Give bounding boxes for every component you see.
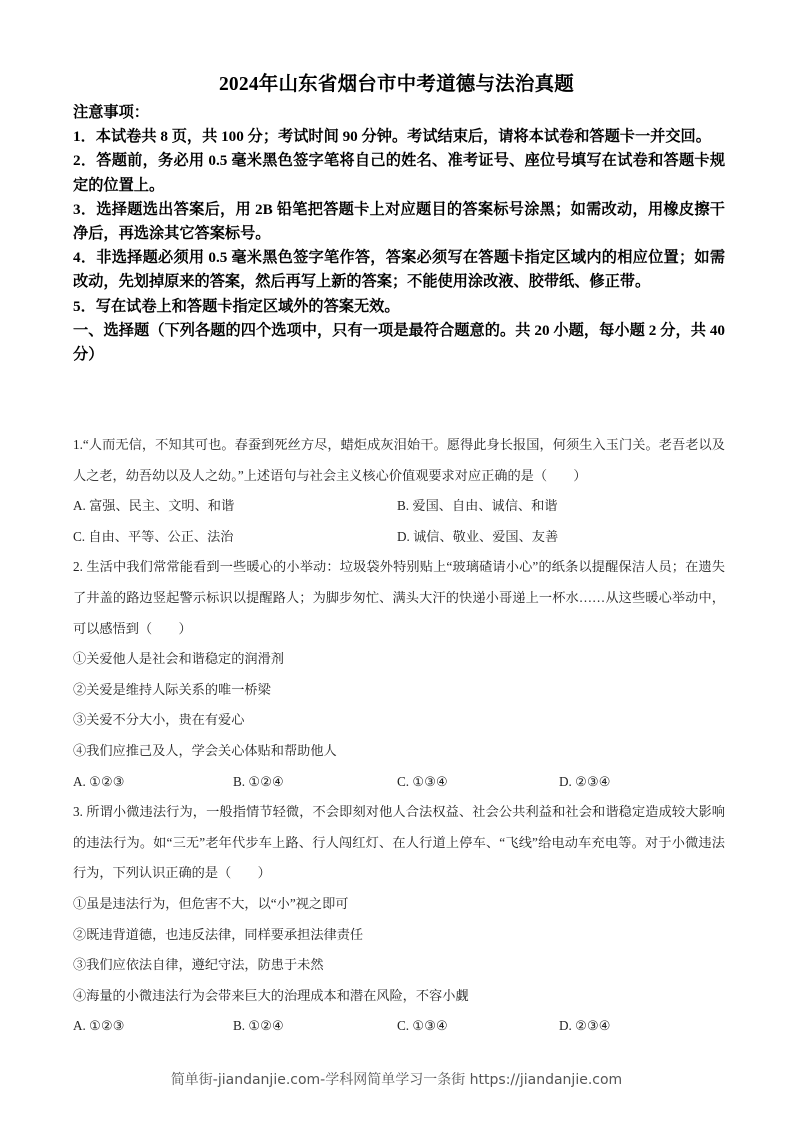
option-c: C. ①③④ xyxy=(397,1018,448,1034)
statement: ④我们应推己及人，学会关心体贴和帮助他人 xyxy=(73,742,337,758)
option-c: C. 自由、平等、公正、法治 xyxy=(73,528,234,544)
question-1 xyxy=(73,430,725,552)
notice-section xyxy=(73,101,725,367)
question-3 xyxy=(73,797,725,1042)
statement: ④海量的小微违法行为会带来巨大的治理成本和潜在风险，不容小觑 xyxy=(73,987,469,1003)
notice-item: 3．选择题选出答案后，用 2B 铅笔把答题卡上对应题目的答案标号涂黑；如需改动，用橡皮擦干净后，再选涂其它答案标号。 xyxy=(73,200,725,243)
option-a: A. ①②③ xyxy=(73,1018,125,1034)
statement: ②关爱是维持人际关系的唯一桥梁 xyxy=(73,681,271,697)
option-a: A. 富强、民主、文明、和谐 xyxy=(73,498,235,514)
statement: ②既违背道德，也违反法律，同样要承担法律责任 xyxy=(73,926,364,942)
footer-watermark: 简单街-jiandanjie.com-学科网简单学习一条街 https://jiandanjie.com xyxy=(170,1072,623,1088)
question-stem: 1.“人而无信，不知其可也。春蚕到死丝方尽，蜡炬成灰泪始干。愿得此身长报国，何须生入玉门关。老吾老以及人之老，幼吾幼以及人之幼。”上述语句与社会主义核心价值观要求对应正确的是（ ） xyxy=(73,437,725,483)
options-row xyxy=(73,491,725,522)
notice-heading: 注意事项： xyxy=(73,104,149,121)
notice-item: 5．写在试卷上和答题卡指定区域外的答案无效。 xyxy=(73,297,400,315)
options-row xyxy=(73,1011,725,1042)
option-b: B. ①②④ xyxy=(233,773,284,789)
option-d: D. 诚信、敬业、爱国、友善 xyxy=(397,528,559,544)
options-row xyxy=(73,767,725,798)
options-row xyxy=(73,522,725,553)
notice-item: 4．非选择题必须用 0.5 毫米黑色签字笔作答，答案必须写在答题卡指定区域内的相应位置；如需改动，先划掉原来的答案，然后再写上新的答案；不能使用涂改液、胶带纸、修正带。 xyxy=(73,249,725,291)
questions-section xyxy=(73,430,725,1042)
question-stem: 2. 生活中我们常常能看到一些暖心的小举动：垃圾袋外特别贴上“玻璃碴请小心”的纸条以提醒保洁人员；在遗失了井盖的路边竖起警示标识以提醒路人；为脚步匆忙、满头大汗的快递小哥递上一杯水……从这些暖心举动中，可以感悟到（ ） xyxy=(73,559,725,636)
statement: ③关爱不分大小，贵在有爱心 xyxy=(73,712,245,728)
statement: ①关爱他人是社会和谐稳定的润滑剂 xyxy=(73,651,284,667)
question-2 xyxy=(73,552,725,797)
notice-item: 1．本试卷共 8 页，共 100 分；考试时间 90 分钟。考试结束后，请将本试卷和答题卡一并交回。 xyxy=(73,128,711,146)
statement: ③我们应依法自律，遵纪守法，防患于未然 xyxy=(73,957,324,973)
statement: ①虽是违法行为，但危害不大，以“小”视之即可 xyxy=(73,895,349,911)
option-c: C. ①③④ xyxy=(397,773,448,789)
document-title: 2024年山东省烟台市中考道德与法治真题 xyxy=(218,74,574,95)
question-stem: 3. 所谓小微违法行为，一般指情节轻微，不会即刻对他人合法权益、社会公共利益和社会和谐稳定造成较大影响的违法行为。如“三无”老年代步车上路、行人闯红灯、在人行道上停车、“飞线”给电动车充电等。对于小微违法行为，下列认识正确的是（ ） xyxy=(73,804,725,881)
option-b: B. ①②④ xyxy=(233,1018,284,1034)
notice-item: 2．答题前，务必用 0.5 毫米黑色签字笔将自己的姓名、准考证号、座位号填写在试卷和答题卡规定的位置上。 xyxy=(73,152,725,194)
option-b: B. 爱国、自由、诚信、和谐 xyxy=(397,498,558,514)
option-d: D. ②③④ xyxy=(559,1018,611,1034)
option-a: A. ①②③ xyxy=(73,773,125,789)
option-d: D. ②③④ xyxy=(559,773,611,789)
section-heading: 一、选择题（下列各题的四个选项中，只有一项是最符合题意的。共 20 小题，每小题 2 分，共 40 分） xyxy=(73,321,725,364)
